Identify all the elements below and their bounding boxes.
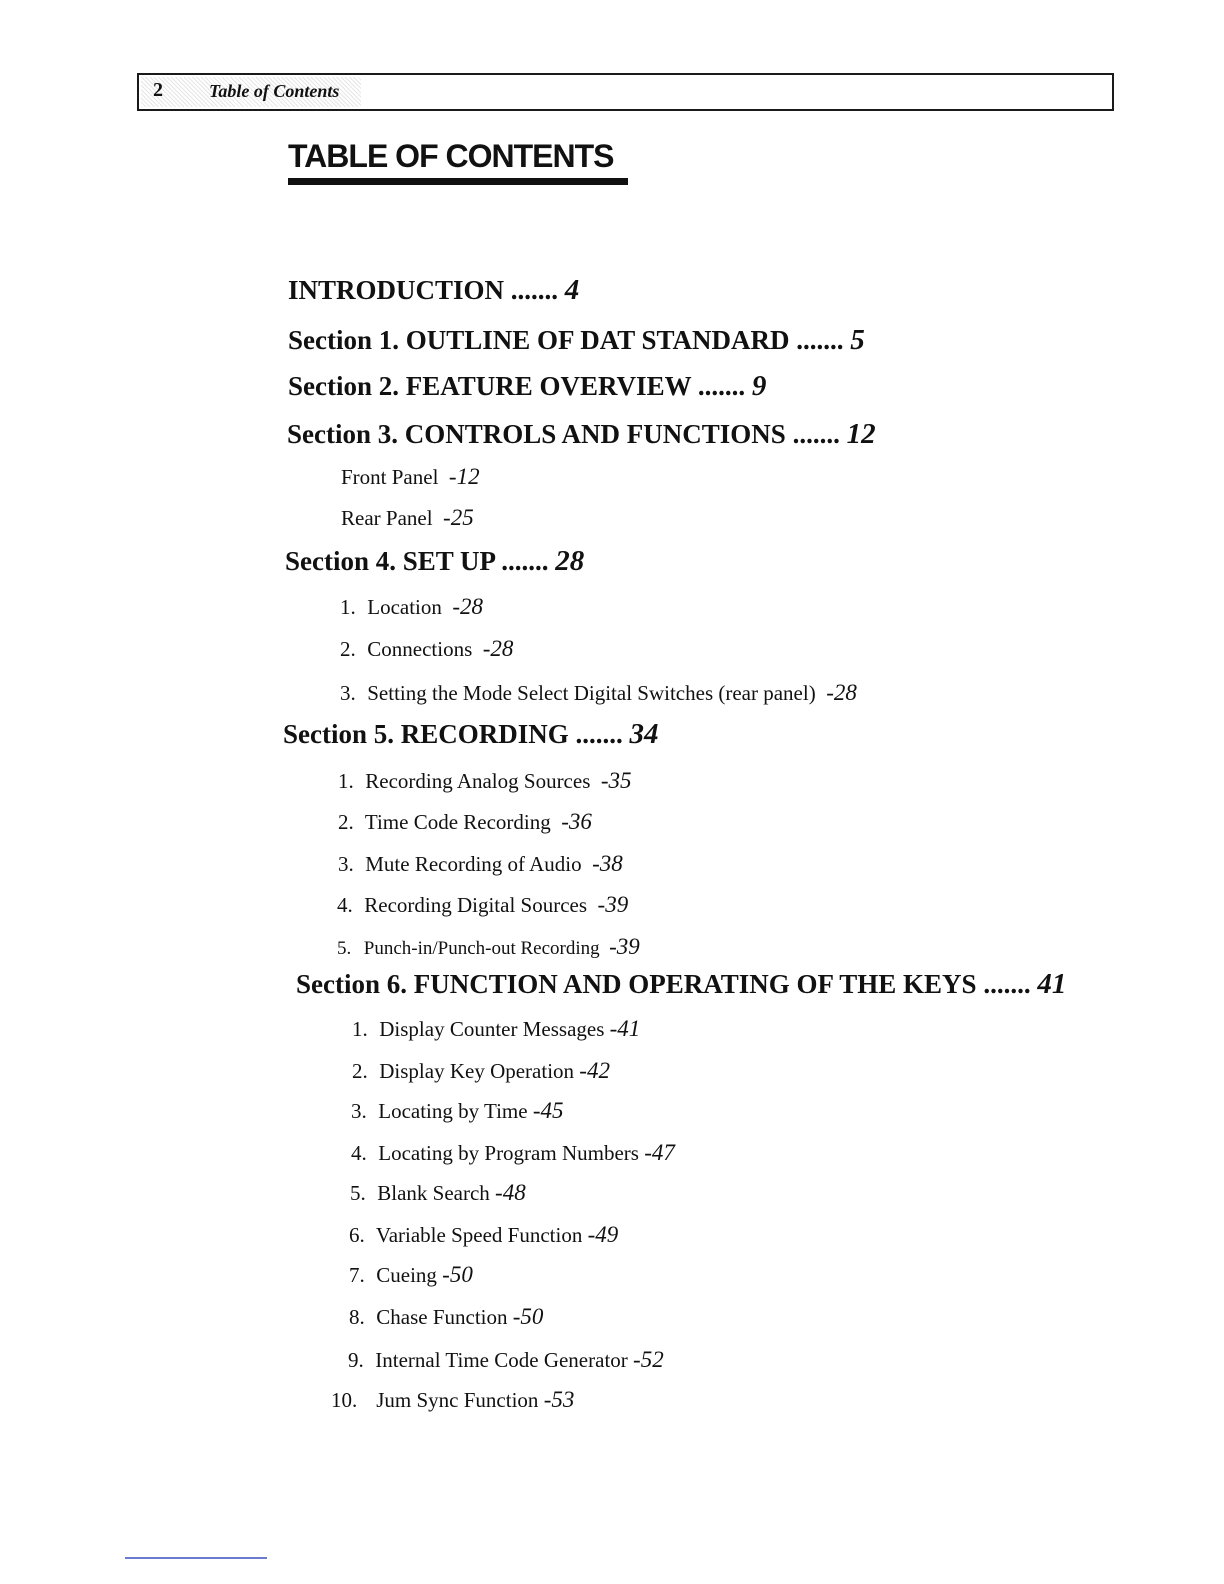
dot-leader: ....... (501, 546, 549, 576)
entry-label: Section 1. OUTLINE OF DAT STANDARD (288, 325, 790, 355)
toc-subentry[interactable] (340, 636, 513, 662)
entry-page: -52 (633, 1347, 664, 1372)
entry-page: -12 (448, 464, 480, 489)
entry-page: -50 (442, 1262, 473, 1287)
entry-label: Section 2. FEATURE OVERVIEW (288, 371, 692, 401)
entry-number: 4. (351, 1141, 367, 1165)
toc-subentry[interactable] (338, 768, 632, 794)
entry-page: -28 (826, 680, 857, 705)
toc-entry-section-3[interactable] (287, 418, 876, 451)
entry-label: Punch-in/Punch-out Recording (363, 938, 600, 959)
dot-leader: ....... (575, 719, 623, 749)
entry-number: 2. (338, 810, 354, 834)
entry-number: 6. (349, 1223, 365, 1247)
toc-subentry[interactable] (350, 1180, 526, 1206)
entry-label: Recording Digital Sources (364, 893, 588, 917)
entry-number: 5. (350, 1181, 366, 1205)
entry-label: Display Counter Messages (379, 1017, 605, 1041)
entry-number: 3. (340, 681, 356, 705)
entry-label: Connections (367, 637, 473, 661)
toc-subentry[interactable] (340, 680, 857, 706)
entry-page: -28 (452, 594, 484, 619)
entry-page: 34 (629, 718, 659, 750)
entry-page: 41 (1037, 968, 1067, 1000)
entry-page: -28 (482, 636, 514, 661)
toc-entry-section-1[interactable] (288, 324, 865, 357)
toc-subentry[interactable] (349, 1304, 543, 1330)
dot-leader: ....... (983, 969, 1031, 999)
entry-label: Chase Function (376, 1305, 508, 1329)
toc-subentry[interactable] (349, 1262, 473, 1288)
entry-number: 10. (331, 1388, 358, 1412)
entry-number: 8. (349, 1305, 365, 1329)
entry-page: 12 (846, 418, 876, 450)
entry-page: -47 (644, 1140, 675, 1165)
entry-page: 4 (564, 274, 580, 306)
entry-page: -36 (561, 809, 592, 834)
toc-subentry[interactable] (352, 1016, 640, 1042)
entry-number: 3. (338, 852, 354, 876)
header-page-number: 2 (153, 79, 163, 101)
running-header (137, 73, 1114, 111)
toc-subentry[interactable] (341, 505, 474, 531)
toc-entry-section-5[interactable] (283, 718, 659, 751)
entry-number: 2. (340, 637, 356, 661)
entry-page: -41 (609, 1016, 641, 1041)
entry-number: 5. (337, 938, 352, 959)
entry-number: 7. (349, 1263, 365, 1287)
entry-page: 5 (850, 324, 865, 356)
entry-label: Time Code Recording (364, 810, 551, 834)
footer-rule (125, 1557, 267, 1559)
toc-entry-section-2[interactable] (288, 370, 766, 403)
toc-subentry[interactable] (352, 1058, 610, 1084)
entry-page: -45 (532, 1098, 564, 1123)
entry-label: Section 4. SET UP (285, 546, 495, 576)
title-underline (288, 178, 628, 185)
header-running-title: Table of Contents (209, 81, 340, 101)
entry-number: 3. (351, 1099, 367, 1123)
entry-label: Cueing (376, 1263, 437, 1287)
entry-label: Location (367, 595, 442, 619)
entry-label: Display Key Operation (379, 1059, 575, 1083)
entry-page: -50 (512, 1304, 544, 1329)
toc-subentry[interactable] (351, 1098, 564, 1124)
entry-label: Front Panel (341, 465, 439, 489)
entry-number: 1. (338, 769, 354, 793)
entry-label: Blank Search (377, 1181, 490, 1205)
toc-entry-introduction[interactable] (288, 274, 579, 307)
toc-subentry[interactable] (337, 934, 640, 960)
toc-subentry[interactable] (349, 1222, 618, 1248)
entry-page: -25 (443, 505, 474, 530)
toc-subentry[interactable] (337, 892, 628, 918)
entry-label: Setting the Mode Select Digital Switches (rear panel) (367, 681, 816, 705)
entry-label: Locating by Program Numbers (378, 1141, 639, 1165)
entry-page: -38 (592, 851, 623, 876)
entry-number: 1. (352, 1017, 368, 1041)
entry-label: INTRODUCTION (288, 275, 505, 305)
entry-label: Mute Recording of Audio (365, 852, 582, 876)
entry-page: -39 (597, 892, 629, 917)
entry-page: -35 (600, 768, 632, 793)
toc-entry-section-6[interactable] (296, 968, 1066, 1001)
entry-label: Internal Time Code Generator (375, 1348, 628, 1372)
toc-subentry[interactable] (338, 851, 623, 877)
toc-subentry[interactable] (348, 1347, 664, 1373)
entry-page: -49 (587, 1222, 619, 1247)
entry-label: Section 6. FUNCTION AND OPERATING OF THE KEYS (296, 969, 977, 999)
dot-leader: ....... (796, 325, 844, 355)
toc-subentry[interactable] (340, 594, 483, 620)
entry-number: 4. (337, 893, 353, 917)
entry-label: Recording Analog Sources (365, 769, 591, 793)
dot-leader: ....... (792, 419, 840, 449)
entry-page: -48 (495, 1180, 526, 1205)
entry-label: Section 3. CONTROLS AND FUNCTIONS (287, 419, 786, 449)
page-title: TABLE OF CONTENTS (288, 138, 614, 174)
entry-page: 9 (751, 370, 767, 402)
entry-page: -42 (579, 1058, 610, 1083)
entry-label: Rear Panel (341, 506, 433, 530)
toc-subentry[interactable] (338, 809, 592, 835)
toc-subentry[interactable] (351, 1140, 675, 1166)
entry-page: 28 (555, 545, 585, 577)
dot-leader: ....... (510, 275, 559, 305)
entry-number: 1. (340, 595, 356, 619)
toc-subentry[interactable] (331, 1387, 574, 1413)
dot-leader: ....... (697, 371, 746, 401)
entry-page: -53 (543, 1387, 575, 1412)
entry-label: Jum Sync Function (376, 1388, 539, 1412)
entry-number: 2. (352, 1059, 368, 1083)
toc-subentry[interactable] (341, 464, 480, 490)
entry-number: 9. (348, 1348, 364, 1372)
entry-page: -39 (609, 934, 640, 959)
entry-label: Section 5. RECORDING (283, 719, 569, 749)
entry-label: Variable Speed Function (375, 1223, 583, 1247)
toc-entry-section-4[interactable] (285, 545, 584, 578)
entry-label: Locating by Time (378, 1099, 528, 1123)
